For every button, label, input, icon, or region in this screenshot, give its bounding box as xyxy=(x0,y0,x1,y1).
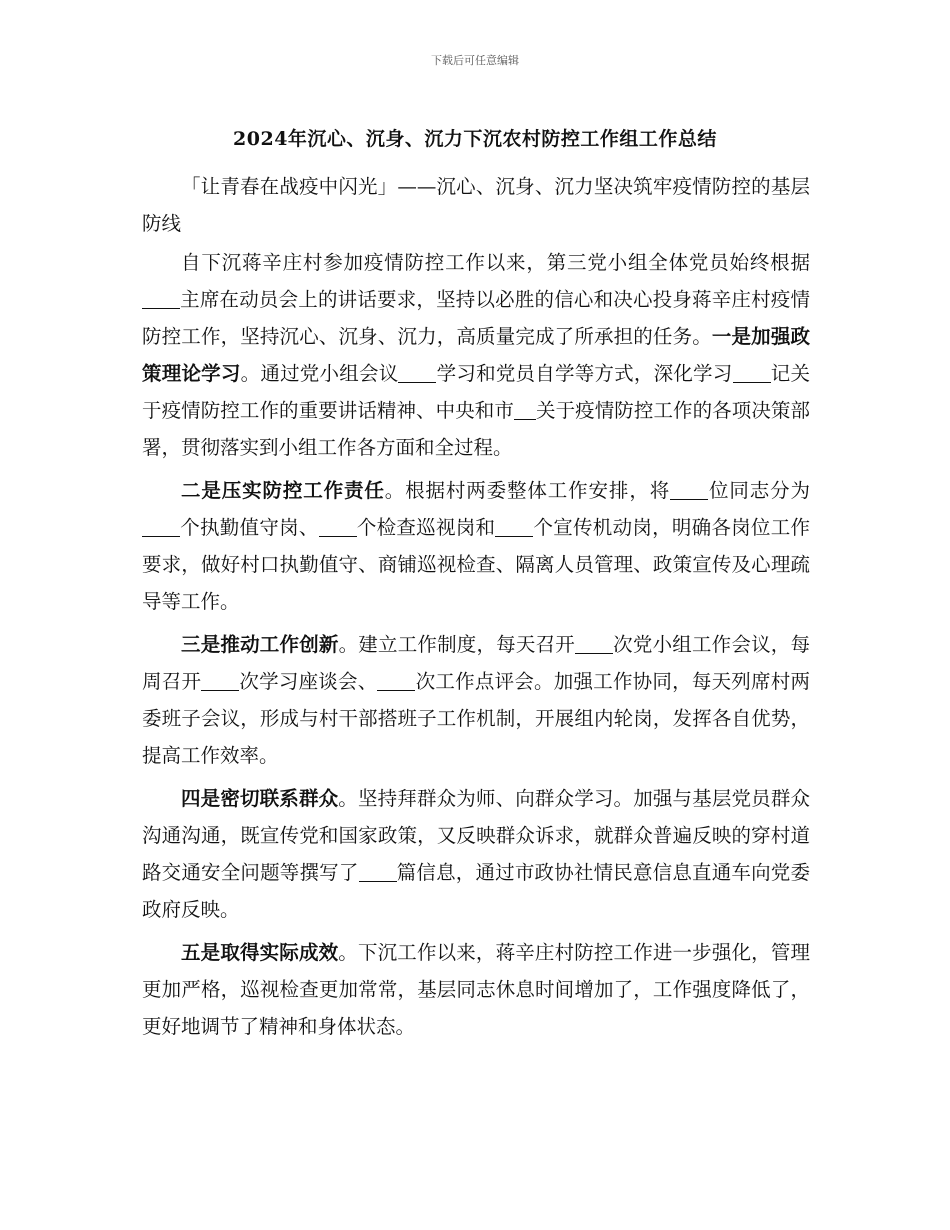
fill-blank xyxy=(670,480,708,501)
subtitle-paragraph: 「让青春在战疫中闪光」——沉心、沉身、沉力坚决筑牢疫情防控的基层防线 xyxy=(142,175,810,235)
fill-blank xyxy=(359,862,397,883)
fill-blank xyxy=(575,634,613,655)
fill-blank xyxy=(398,363,436,384)
fill-blank xyxy=(319,517,357,538)
point-heading-4: 四是密切联系群众 xyxy=(181,787,339,810)
fill-blank xyxy=(142,289,180,310)
paragraph-4: 四是密切联系群众。坚持拜群众为师、向群众学习。加强与基层党员群众沟通沟通，既宣传党和国家政策，又反映群众诉求，就群众普遍反映的穿村道路交通安全问题等撰写了 篇信息，通过市政协社情民意信息直通车向党委政府反映。 xyxy=(142,787,810,921)
fill-blank xyxy=(514,400,536,421)
header-note: 下载后可任意编辑 xyxy=(431,54,519,67)
fill-blank xyxy=(495,517,533,538)
fill-blank xyxy=(142,517,180,538)
paragraph-5: 五是取得实际成效。下沉工作以来，蒋辛庄村防控工作进一步强化，管理更加严格，巡视检查更加常常，基层同志休息时间增加了，工作强度降低了，更好地调节了精神和身体状态。 xyxy=(142,941,810,1038)
paragraph-3: 三是推动工作创新。建立工作制度，每天召开 次党小组工作会议，每周召开 次学习座谈会、 次工作点评会。加强工作协同，每天列席村两委班子会议，形成与村干部搭班子工作机制，开展组内轮岗，发挥各自优势，提高工作效率。 xyxy=(142,633,810,767)
point-heading-2: 二是压实防控工作责任 xyxy=(181,479,385,502)
paragraph-2: 二是压实防控工作责任。根据村两委整体工作安排，将 位同志分为个执勤值守岗、 个检查巡视岗和 个宣传机动岗，明确各岗位工作要求，做好村口执勤值守、商铺巡视检查、隔离人员管理、政策宣传及心理疏导等工作。 xyxy=(142,479,810,613)
paragraph-1: 自下沉蒋辛庄村参加疫情防控工作以来，第三党小组全体党员始终根据主席在动员会上的讲话要求，坚持以必胜的信心和决心投身蒋辛庄村疫情防控工作，坚持沉心、沉身、沉力，高质量完成了所承担的任务。一是加强政策理论学习。通过党小组会议 学习和党员自学等方式，深化学习 记关于疫情防控工作的重要讲话精神、中央和市 关于疫情防控工作的各项决策部署，贯彻落实到小组工作各方面和全过程。 xyxy=(142,251,810,459)
fill-blank xyxy=(733,363,771,384)
document-body xyxy=(142,168,810,1051)
document-title: 2024年沉心、沉身、沉力下沉农村防控工作组工作总结 xyxy=(233,128,717,150)
point-heading-3: 三是推动工作创新 xyxy=(181,633,339,656)
point-heading-5: 五是取得实际成效 xyxy=(181,941,339,964)
fill-blank xyxy=(377,671,415,692)
fill-blank xyxy=(201,671,239,692)
point-heading-1: 一是加强政策理论学习 xyxy=(142,325,810,385)
